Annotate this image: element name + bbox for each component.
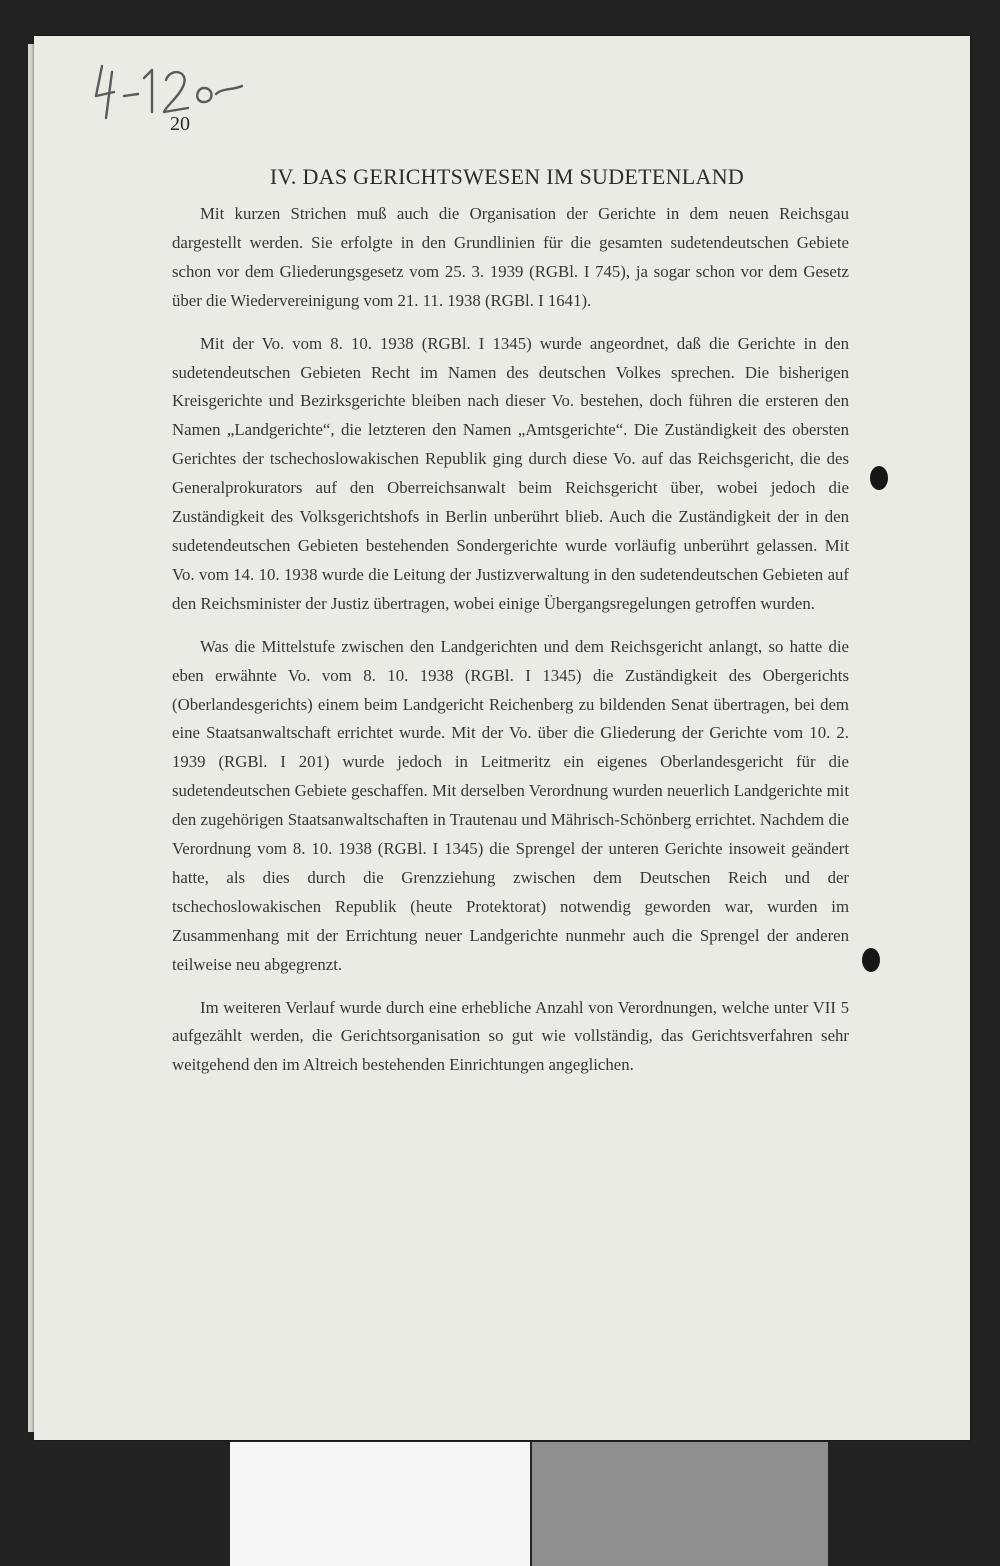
punch-hole-lower (862, 948, 880, 972)
paragraph-1: Mit kurzen Strichen muß auch die Organisation der Gerichte in dem neuen Reichsgau dargestellt werden. Sie erfolgte in den Grundlinien für die gesamten sudetendeutschen Gebiete schon vor dem Gliederungsgesetz vom 25. 3. 1939 (RGBl. I 745), ja sogar schon vor dem Gesetz über die Wiedervereinigung vom 21. 11. 1938 (RGBl. I 1641). (172, 204, 849, 310)
grey-reference-card (532, 1442, 828, 1566)
page-number: 20 (170, 113, 190, 135)
section-heading: IV. DAS GERICHTSWESEN IM SUDETENLAND (269, 164, 745, 189)
paragraph-2: Mit der Vo. vom 8. 10. 1938 (RGBl. I 1345) wurde angeordnet, daß die Gerichte in den sudetendeutschen Gebieten Recht im Namen des deutschen Volkes sprechen. Die bisherigen Kreisgerichte und Bezirksgerichte bleiben nach dieser Vo. bestehen, doch führen die ersteren den Namen „Landgerichte“, die letzteren den Namen „Amtsgerichte“. Die Zuständigkeit des obersten Gerichtes der tschechoslowakischen Republik ging durch diese Vo. auf das Reichsgericht, die des Generalprokurators auf den Oberreichsanwalt beim Reichsgericht über, wobei jedoch die Zuständigkeit des Volksgerichtshofs in Berlin unberührt blieb. Auch die Zuständigkeit der in den sudetendeutschen Gebieten bestehenden Sondergerichte wurde vorläufig unberührt gelassen. Mit Vo. vom 14. 10. 1938 wurde die Leitung der Justizverwaltung in den sudetendeutschen Gebieten auf den Reichsminister der Justiz übertragen, wobei einige Übergangsregelungen getroffen wurden. (172, 333, 849, 613)
punch-hole-upper (870, 466, 888, 490)
paragraph-3: Was die Mittelstufe zwischen den Landgerichten und dem Reichsgericht anlangt, so hatte die eben erwähnte Vo. vom 8. 10. 1938 (RGBl. I 1345) die Zuständigkeit des Obergerichts (Oberlandesgerichts) einem beim Landgericht Reichenberg zu bildenden Senat übertragen, bei dem eine Staatsanwaltschaft errichtet wurde. Mit der Vo. über die Gliederung der Gerichte vom 10. 2. 1939 (RGBl. I 201) wurde jedoch in Leitmeritz ein eigenes Oberlandesgericht für die sudetendeutschen Gebiete geschaffen. Mit derselben Verordnung wurden neuerlich Landgerichte mit den zugehörigen Staatsanwaltschaften in Trautenau und Mährisch-Schönberg errichtet. Nachdem die Verordnung vom 8. 10. 1938 (RGBl. I 1345) die Sprengel der unteren Gerichte insoweit geändert hatte, als dies durch die Grenzziehung zwischen dem Deutschen Reich und der tschechoslowakischen Republik (heute Protektorat) notwendig geworden war, wurden im Zusammenhang mit der Errichtung neuer Landgerichte nunmehr auch die Sprengel der anderen teilweise neu abgegrenzt. (172, 636, 849, 974)
paragraph-4: Im weiteren Verlauf wurde durch eine erhebliche Anzahl von Verordnungen, welche unter VII 5 aufgezählt werden, die Gerichtsorganisation so gut wie vollständig, das Gerichtsverfahren sehr weitgehend den im Altreich bestehenden Einrichtungen angeglichen. (172, 997, 849, 1075)
white-reference-card (230, 1442, 530, 1566)
body-text (172, 200, 849, 1094)
